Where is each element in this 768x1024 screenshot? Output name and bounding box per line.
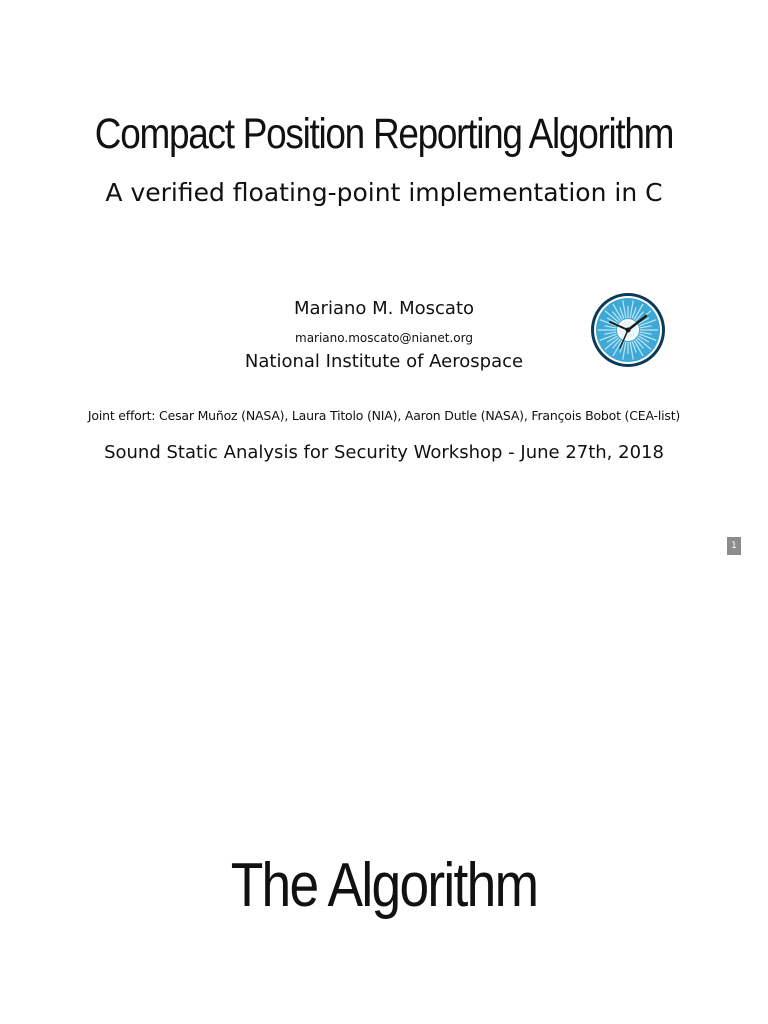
author-institute: National Institute of Aerospace xyxy=(244,351,524,372)
workshop-info: Sound Static Analysis for Security Workshop - June 27th, 2018 xyxy=(104,442,664,463)
page-number-badge: 1 xyxy=(727,537,741,555)
section-title: The Algorithm xyxy=(230,851,538,920)
nia-logo-icon xyxy=(590,292,666,368)
slide-title: Compact Position Reporting Algorithm xyxy=(94,110,674,158)
joint-effort-credits: Joint effort: Cesar Muñoz (NASA), Laura Titolo (NIA), Aaron Dutle (NASA), François Bobot (CEA-list) xyxy=(87,408,681,423)
author-email: mariano.moscato@nianet.org xyxy=(295,331,473,345)
slide-subtitle: A verified floating-point implementation in C xyxy=(105,178,663,207)
author-name: Mariano M. Moscato xyxy=(293,298,475,319)
